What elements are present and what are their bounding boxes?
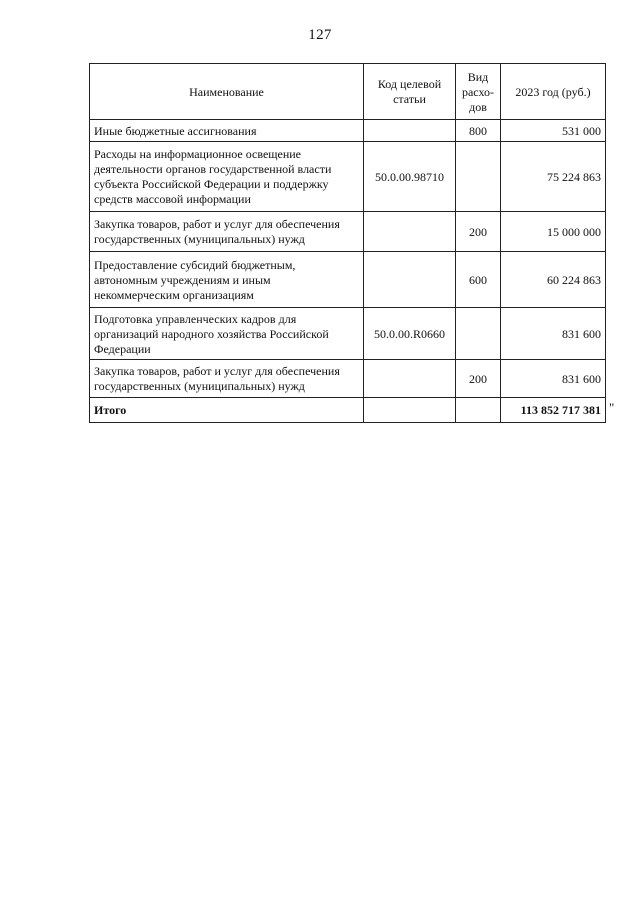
row-name: Иные бюджетные ассигнования	[90, 120, 364, 142]
row-kind	[456, 308, 501, 360]
row-code	[364, 120, 456, 142]
budget-table	[89, 63, 606, 423]
row-name: Подготовка управленческих кадров для организаций народного хозяйства Российской Федерации	[90, 308, 364, 360]
table-row	[90, 308, 606, 360]
row-amount: 75 224 863	[501, 142, 606, 212]
row-kind: 600	[456, 252, 501, 308]
row-code	[364, 252, 456, 308]
row-name: Закупка товаров, работ и услуг для обеспечения государственных (муниципальных) нужд	[90, 212, 364, 252]
header-name: Наименование	[90, 64, 364, 120]
table-row	[90, 142, 606, 212]
row-kind	[456, 142, 501, 212]
header-amount: 2023 год (руб.)	[501, 64, 606, 120]
page-number: 127	[308, 27, 332, 43]
total-amount: 113 852 717 381	[501, 398, 606, 423]
total-label: Итого	[90, 398, 364, 423]
row-code	[364, 212, 456, 252]
header-code: Код целевой статьи	[364, 64, 456, 120]
header-kind: Вид расхо-дов	[456, 64, 501, 120]
row-kind: 800	[456, 120, 501, 142]
table-row	[90, 252, 606, 308]
closing-quote: "	[609, 400, 615, 415]
row-kind: 200	[456, 360, 501, 398]
total-code	[364, 398, 456, 423]
header-row	[90, 64, 606, 120]
row-code	[364, 360, 456, 398]
row-amount: 15 000 000	[501, 212, 606, 252]
row-kind: 200	[456, 212, 501, 252]
row-amount: 531 000	[501, 120, 606, 142]
table-body	[90, 120, 606, 423]
table-row	[90, 120, 606, 142]
row-code: 50.0.00.R0660	[364, 308, 456, 360]
row-amount: 60 224 863	[501, 252, 606, 308]
row-name: Предоставление субсидий бюджетным, автономным учреждениям и иным некоммерческим организациям	[90, 252, 364, 308]
row-amount: 831 600	[501, 360, 606, 398]
total-kind	[456, 398, 501, 423]
row-name: Расходы на информационное освещение деятельности органов государственной власти субъекта Российской Федерации и поддержку средств массовой информации	[90, 142, 364, 212]
table-row	[90, 360, 606, 398]
table-header	[90, 64, 606, 120]
table-row	[90, 212, 606, 252]
row-name: Закупка товаров, работ и услуг для обеспечения государственных (муниципальных) нужд	[90, 360, 364, 398]
row-amount: 831 600	[501, 308, 606, 360]
row-code: 50.0.00.98710	[364, 142, 456, 212]
total-row	[90, 398, 606, 423]
